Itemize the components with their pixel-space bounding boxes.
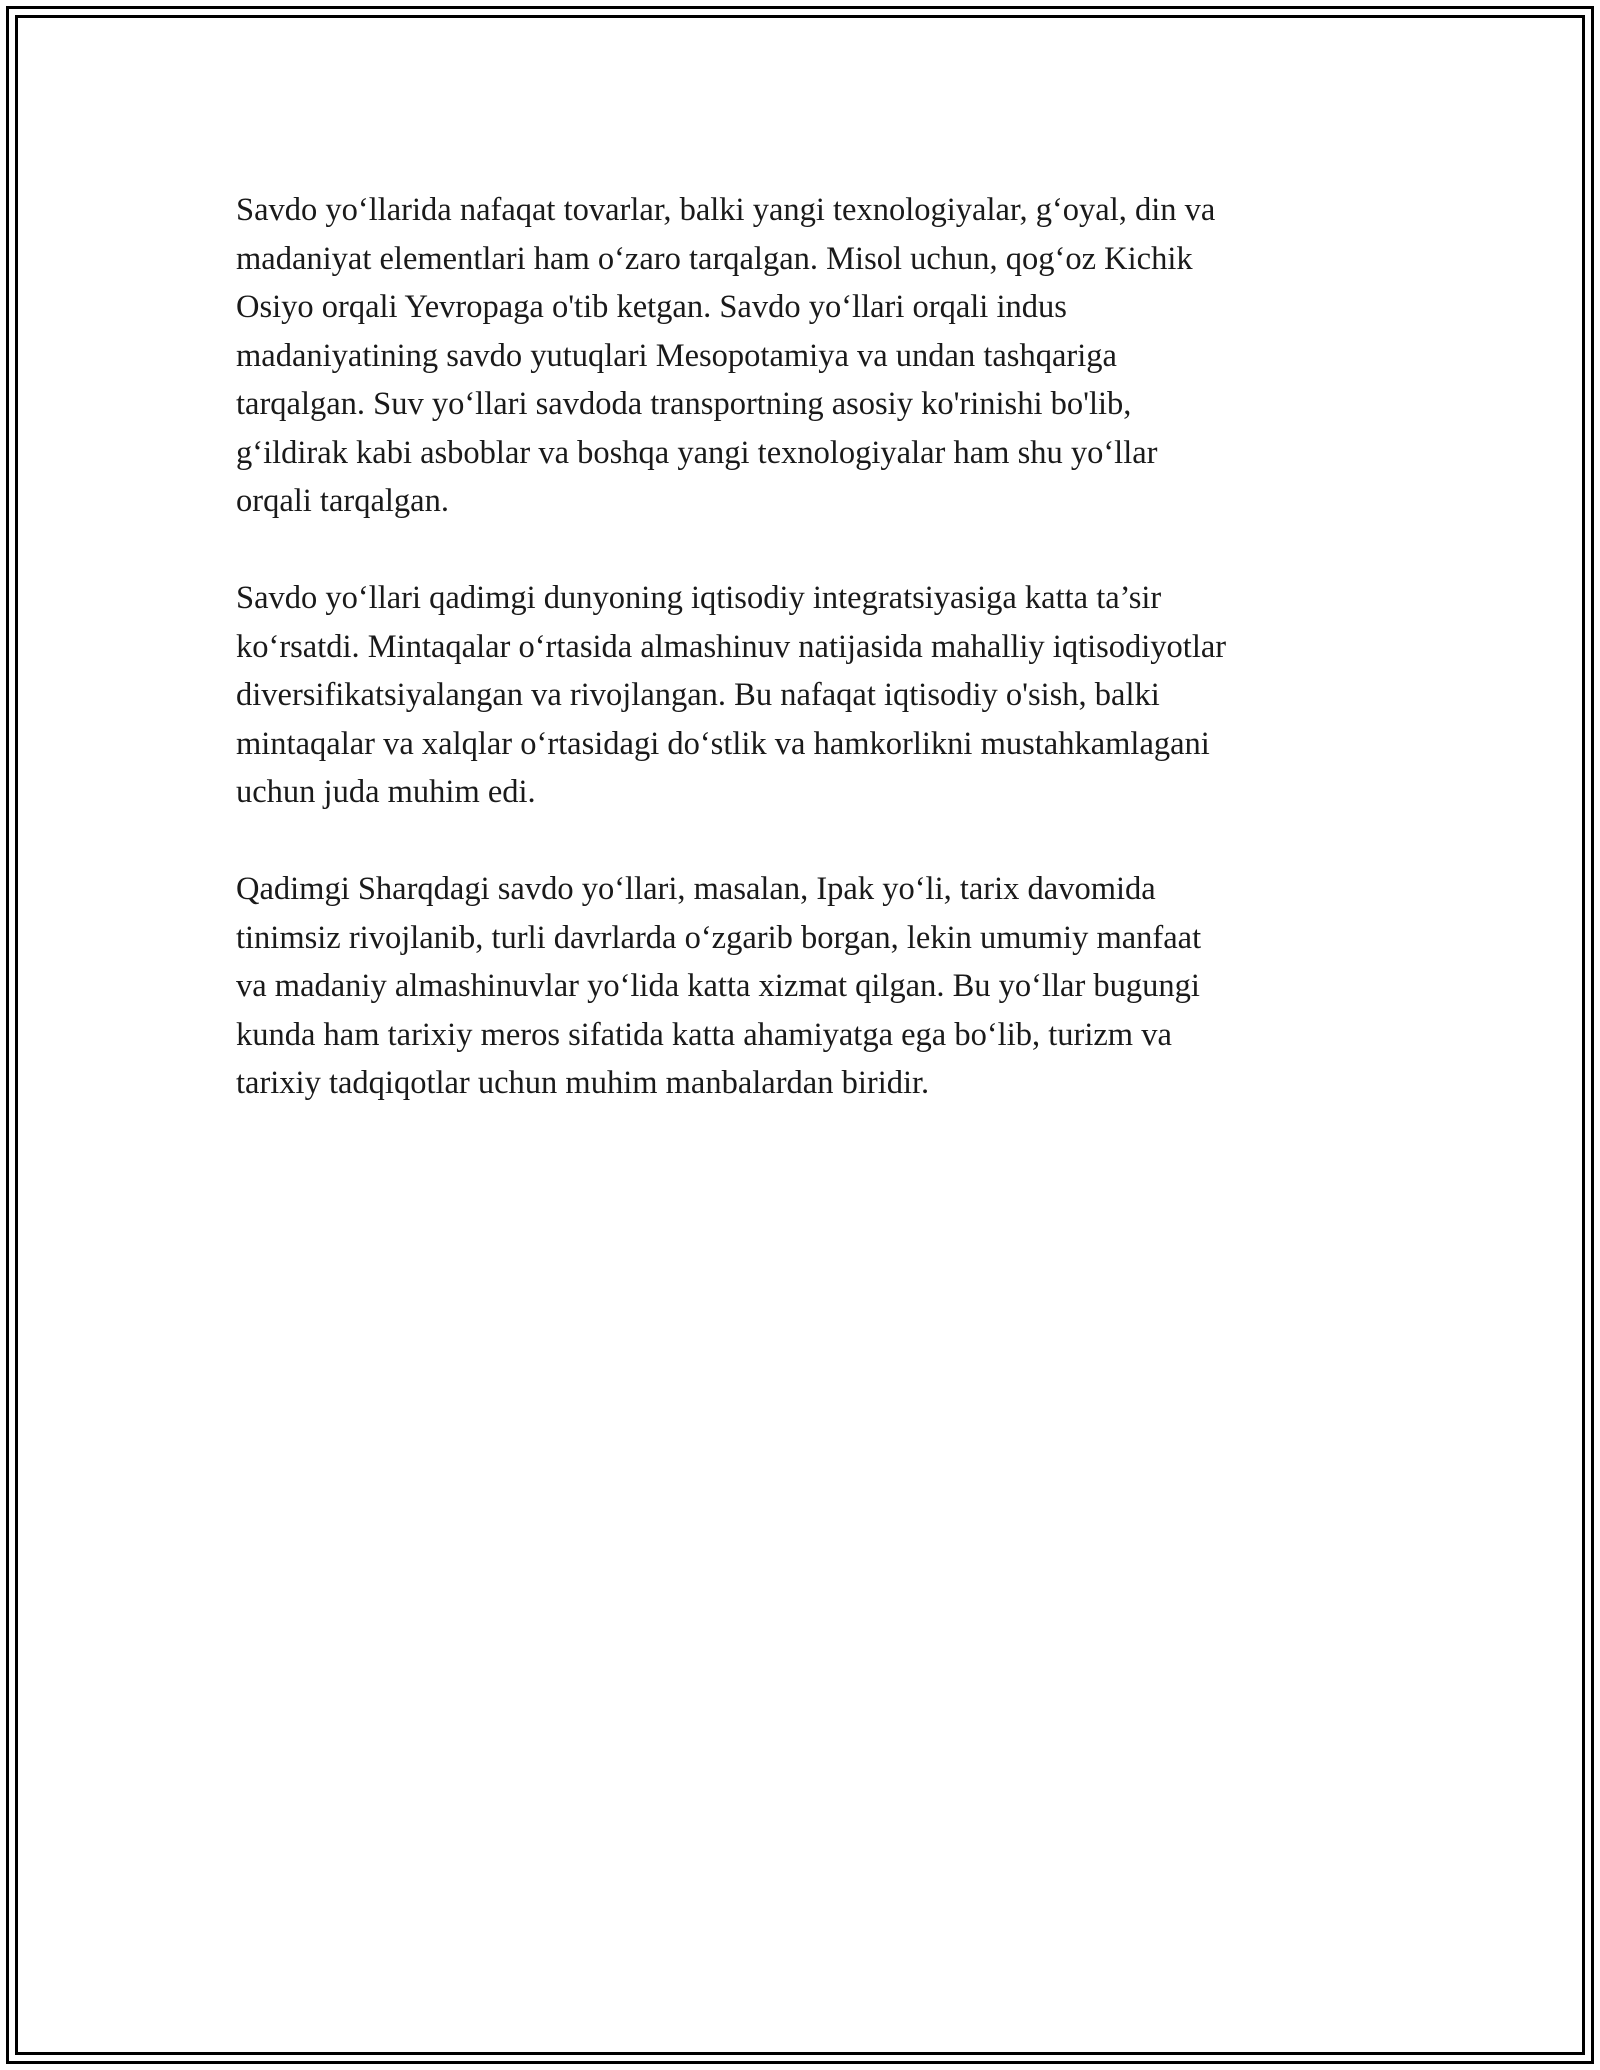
document-body	[236, 186, 1366, 1156]
paragraph-2: Savdo yo‘llari qadimgi dunyoning iqtisodiy integratsiyasiga katta ta’sir ko‘rsatdi. Mintaqalar o‘rtasida almashinuv natijasida mahalliy iqtisodiyotlar diversifikatsiyalangan va rivojlangan. Bu nafaqat iqtisodiy o'sish, balki mintaqalar va xalqlar o‘rtasidagi do‘stlik va hamkorlikni mustahkamlagani uchun juda muhim edi.	[236, 580, 1227, 810]
paragraph-1: Savdo yo‘llarida nafaqat tovarlar, balki yangi texnologiyalar, g‘oyal, din va madaniyat elementlari ham o‘zaro tarqalgan. Misol uchun, qog‘oz Kichik Osiyo orqali Yevropaga o'tib ketgan. Savdo yo‘llari orqali indus madaniyatining savdo yutuqlari Mesopotamiya va undan tashqariga tarqalgan. Suv yo‘llari savdoda transportning asosiy ko'rinishi bo'lib, g‘ildirak kabi asboblar va boshqa yangi texnologiyalar ham shu yo‘llar orqali tarqalgan.	[236, 192, 1216, 519]
paragraph-3: Qadimgi Sharqdagi savdo yo‘llari, masalan, Ipak yo‘li, tarix davomida tinimsiz rivojlanib, turli davrlarda o‘zgarib borgan, lekin umumiy manfaat va madaniy almashinuvlar yo‘lida katta xizmat qilgan. Bu yo‘llar bugungi kunda ham tarixiy meros sifatida katta ahamiyatga ega bo‘lib, turizm va tarixiy tadqiqotlar uchun muhim manbalardan biridir.	[236, 871, 1202, 1101]
